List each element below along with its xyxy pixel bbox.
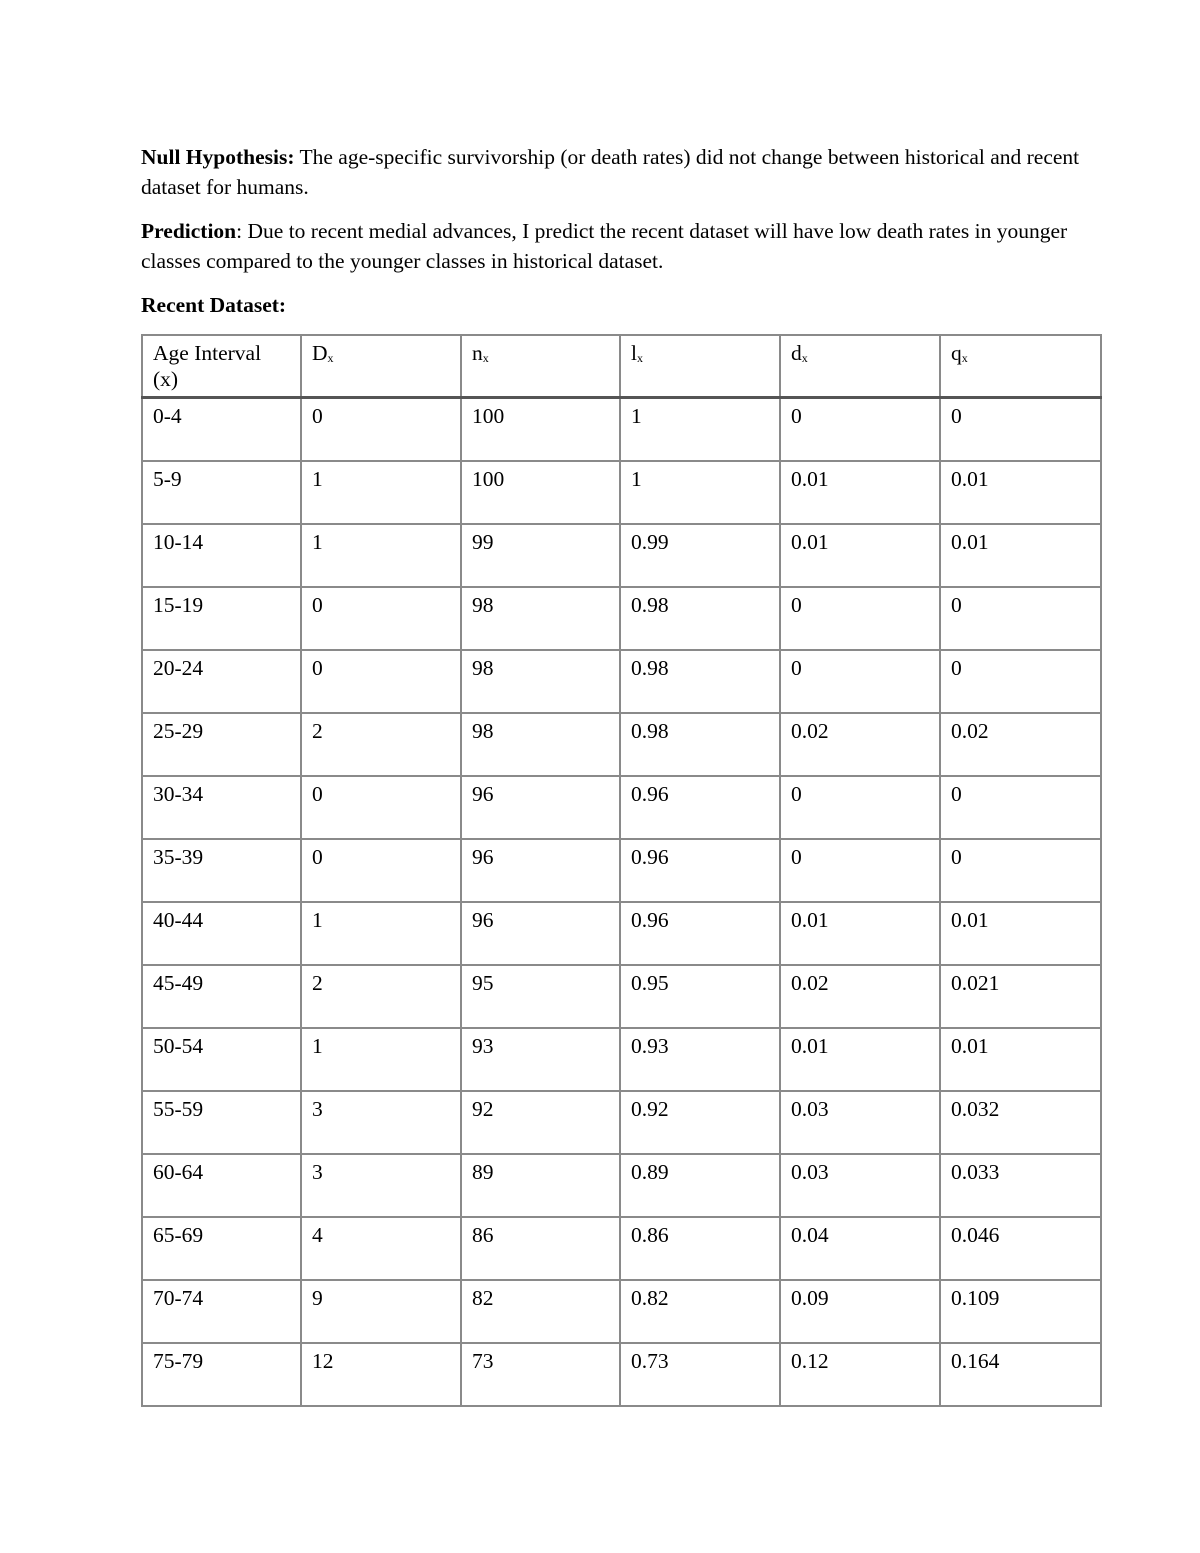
table-cell: 1 bbox=[620, 461, 780, 524]
table-cell: 1 bbox=[301, 461, 461, 524]
table-cell: 0 bbox=[301, 776, 461, 839]
column-header-label: D bbox=[312, 341, 328, 365]
table-cell: 0 bbox=[780, 776, 940, 839]
table-cell: 35-39 bbox=[142, 839, 301, 902]
column-header bbox=[780, 335, 940, 398]
table-cell: 0.98 bbox=[620, 650, 780, 713]
table-row bbox=[142, 1217, 1101, 1280]
table-cell: 9 bbox=[301, 1280, 461, 1343]
table-cell: 1 bbox=[620, 398, 780, 462]
table-cell: 0.046 bbox=[940, 1217, 1101, 1280]
table-cell: 73 bbox=[461, 1343, 620, 1406]
table-cell: 0.12 bbox=[780, 1343, 940, 1406]
table-cell: 70-74 bbox=[142, 1280, 301, 1343]
table-cell: 0.033 bbox=[940, 1154, 1101, 1217]
column-header-subscript: x bbox=[961, 351, 968, 365]
table-cell: 0.96 bbox=[620, 776, 780, 839]
column-header-label: l bbox=[631, 341, 637, 365]
table-cell: 99 bbox=[461, 524, 620, 587]
table-cell: 0.032 bbox=[940, 1091, 1101, 1154]
table-cell: 0 bbox=[780, 839, 940, 902]
table-cell: 0.82 bbox=[620, 1280, 780, 1343]
table-cell: 0.93 bbox=[620, 1028, 780, 1091]
table-row bbox=[142, 1028, 1101, 1091]
table-cell: 1 bbox=[301, 524, 461, 587]
table-cell: 0.01 bbox=[780, 902, 940, 965]
table-cell: 0.98 bbox=[620, 713, 780, 776]
table-row bbox=[142, 1091, 1101, 1154]
table-cell: 3 bbox=[301, 1154, 461, 1217]
table-cell: 0 bbox=[940, 587, 1101, 650]
table-cell: 0.01 bbox=[940, 524, 1101, 587]
column-header-label: n bbox=[472, 341, 483, 365]
table-cell: 0 bbox=[780, 650, 940, 713]
life-table bbox=[141, 334, 1102, 1407]
table-cell: 60-64 bbox=[142, 1154, 301, 1217]
table-cell: 0.01 bbox=[780, 1028, 940, 1091]
table-cell: 0.021 bbox=[940, 965, 1101, 1028]
column-header bbox=[940, 335, 1101, 398]
column-header bbox=[461, 335, 620, 398]
table-cell: 0.03 bbox=[780, 1154, 940, 1217]
table-cell: 0.96 bbox=[620, 902, 780, 965]
table-cell: 0.01 bbox=[940, 461, 1101, 524]
table-cell: 0.99 bbox=[620, 524, 780, 587]
table-cell: 98 bbox=[461, 650, 620, 713]
table-cell: 95 bbox=[461, 965, 620, 1028]
column-header-label: d bbox=[791, 341, 802, 365]
table-cell: 0.02 bbox=[940, 713, 1101, 776]
table-cell: 15-19 bbox=[142, 587, 301, 650]
column-header bbox=[142, 335, 301, 398]
table-row bbox=[142, 1343, 1101, 1406]
table-row bbox=[142, 713, 1101, 776]
table-cell: 0.109 bbox=[940, 1280, 1101, 1343]
null-hypothesis-text: The age-specific survivorship (or death rates) did not change between historical and recent dataset for humans. bbox=[141, 145, 1080, 199]
table-cell: 0.98 bbox=[620, 587, 780, 650]
table-cell: 0 bbox=[940, 839, 1101, 902]
table-cell: 0.01 bbox=[940, 1028, 1101, 1091]
table-cell: 0.01 bbox=[780, 524, 940, 587]
table-cell: 0 bbox=[301, 839, 461, 902]
table-row bbox=[142, 524, 1101, 587]
table-row bbox=[142, 1154, 1101, 1217]
table-row bbox=[142, 650, 1101, 713]
table-cell: 96 bbox=[461, 839, 620, 902]
table-cell: 0.02 bbox=[780, 713, 940, 776]
table-cell: 0.04 bbox=[780, 1217, 940, 1280]
table-cell: 93 bbox=[461, 1028, 620, 1091]
table-cell: 12 bbox=[301, 1343, 461, 1406]
table-cell: 0.89 bbox=[620, 1154, 780, 1217]
table-cell: 0.95 bbox=[620, 965, 780, 1028]
table-row bbox=[142, 965, 1101, 1028]
table-cell: 10-14 bbox=[142, 524, 301, 587]
column-header bbox=[301, 335, 461, 398]
table-row bbox=[142, 839, 1101, 902]
table-cell: 3 bbox=[301, 1091, 461, 1154]
table-cell: 100 bbox=[461, 461, 620, 524]
prediction-text: : Due to recent medial advances, I predict the recent dataset will have low death rates in younger classes compared to the younger classes in historical dataset. bbox=[141, 219, 1068, 273]
table-cell: 45-49 bbox=[142, 965, 301, 1028]
table-cell: 0.86 bbox=[620, 1217, 780, 1280]
table-cell: 1 bbox=[301, 902, 461, 965]
table-cell: 0.01 bbox=[940, 902, 1101, 965]
column-header-subscript: x bbox=[327, 351, 334, 365]
table-cell: 0.09 bbox=[780, 1280, 940, 1343]
table-row bbox=[142, 398, 1101, 462]
table-cell: 0.02 bbox=[780, 965, 940, 1028]
table-cell: 30-34 bbox=[142, 776, 301, 839]
table-cell: 0.73 bbox=[620, 1343, 780, 1406]
table-cell: 20-24 bbox=[142, 650, 301, 713]
table-cell: 5-9 bbox=[142, 461, 301, 524]
table-cell: 40-44 bbox=[142, 902, 301, 965]
table-header-row bbox=[142, 335, 1101, 398]
table-cell: 0 bbox=[301, 587, 461, 650]
column-header-subscript: x bbox=[801, 351, 808, 365]
table-cell: 0.92 bbox=[620, 1091, 780, 1154]
table-cell: 2 bbox=[301, 965, 461, 1028]
null-hypothesis-paragraph bbox=[141, 142, 1081, 202]
table-cell: 1 bbox=[301, 1028, 461, 1091]
table-cell: 0.164 bbox=[940, 1343, 1101, 1406]
table-cell: 65-69 bbox=[142, 1217, 301, 1280]
table-cell: 0 bbox=[780, 398, 940, 462]
table-cell: 0.01 bbox=[780, 461, 940, 524]
table-row bbox=[142, 1280, 1101, 1343]
column-header-label: q bbox=[951, 341, 962, 365]
table-cell: 0-4 bbox=[142, 398, 301, 462]
column-header-subscript: x bbox=[482, 351, 489, 365]
column-header bbox=[620, 335, 780, 398]
table-cell: 0 bbox=[780, 587, 940, 650]
table-cell: 0.96 bbox=[620, 839, 780, 902]
table-cell: 50-54 bbox=[142, 1028, 301, 1091]
table-cell: 98 bbox=[461, 713, 620, 776]
prediction-paragraph bbox=[141, 216, 1081, 276]
table-cell: 89 bbox=[461, 1154, 620, 1217]
table-cell: 55-59 bbox=[142, 1091, 301, 1154]
table-cell: 0 bbox=[301, 650, 461, 713]
table-cell: 96 bbox=[461, 776, 620, 839]
null-hypothesis-label: Null Hypothesis: bbox=[141, 145, 295, 169]
table-cell: 92 bbox=[461, 1091, 620, 1154]
table-cell: 0 bbox=[301, 398, 461, 462]
table-cell: 0 bbox=[940, 776, 1101, 839]
prediction-label: Prediction bbox=[141, 219, 237, 243]
column-header-subscript: x bbox=[636, 351, 643, 365]
table-body bbox=[142, 398, 1101, 1407]
table-cell: 0.03 bbox=[780, 1091, 940, 1154]
table-row bbox=[142, 461, 1101, 524]
table-cell: 0 bbox=[940, 398, 1101, 462]
table-row bbox=[142, 587, 1101, 650]
table-cell: 100 bbox=[461, 398, 620, 462]
table-cell: 2 bbox=[301, 713, 461, 776]
table-cell: 4 bbox=[301, 1217, 461, 1280]
table-row bbox=[142, 776, 1101, 839]
table-cell: 86 bbox=[461, 1217, 620, 1280]
table-cell: 25-29 bbox=[142, 713, 301, 776]
table-cell: 98 bbox=[461, 587, 620, 650]
recent-dataset-heading: Recent Dataset: bbox=[141, 293, 287, 317]
table-cell: 0 bbox=[940, 650, 1101, 713]
table-cell: 96 bbox=[461, 902, 620, 965]
table-cell: 82 bbox=[461, 1280, 620, 1343]
table-row bbox=[142, 902, 1101, 965]
column-header-label: Age Interval (x) bbox=[153, 341, 262, 391]
table-cell: 75-79 bbox=[142, 1343, 301, 1406]
